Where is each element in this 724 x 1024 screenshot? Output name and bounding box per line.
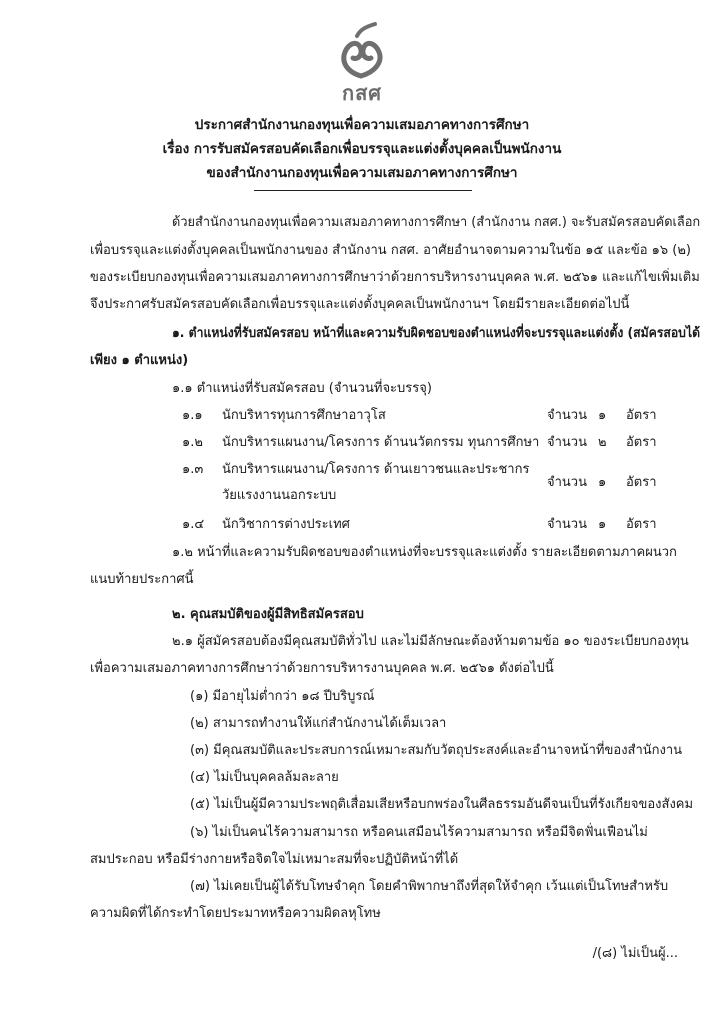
qualification-item: (๔) ไม่เป็นบุคคลล้มละลาย [190,770,339,785]
logo [331,22,393,108]
position-unit: อัตรา [626,517,657,532]
intro-line-2: เพื่อบรรจุและแต่งตั้งบุคคลเป็นพนักงานของ สำนักงาน กสศ. อาศัยอำนาจตามความในข้อ ๑๕ และข้อ ๑๖ (๒) [90,243,692,258]
position-no: ๑.๑ [182,408,203,423]
position-count: ๑ [598,475,607,490]
announcement-subject: เรื่อง การรับสมัครสอบคัดเลือกเพื่อบรรจุและแต่งตั้งบุคคลเป็นพนักงาน [162,141,562,157]
qualification-item: (๕) ไม่เป็นผู้มีความประพฤติเสื่อมเสียหรือบกพร่องในศีลธรรมอันดีจนเป็นที่รังเกียจของสังคม [190,797,694,812]
position-unit: อัตรา [626,435,657,450]
continuation-note: /(๘) ไม่เป็นผู้... [592,946,678,961]
announcement-title: ประกาศสำนักงานกองทุนเพื่อความเสมอภาคทางการศึกษา [194,117,530,133]
leaf-logo-icon [337,22,387,80]
qualification-item: (๑) มีอายุไม่ต่ำกว่า ๑๘ ปีบริบูรณ์ [190,689,375,704]
logo-text: กสศ [341,81,382,105]
position-no: ๑.๓ [182,462,204,477]
position-count-label: จำนวน [547,475,587,490]
position-title: นักบริหารแผนงาน/โครงการ ด้านนวัตกรรม ทุนการศึกษา [222,435,540,450]
position-unit: อัตรา [626,408,657,423]
section2-heading: ๒. คุณสมบัติของผู้มีสิทธิสมัครสอบ [172,607,364,622]
position-title: นักบริหารแผนงาน/โครงการ ด้านเยาวชนและประชากร [222,462,530,477]
position-title: นักบริหารทุนการศึกษาอาวุโส [222,408,386,423]
qualification-item-6: (๖) ไม่เป็นคนไร้ความสามารถ หรือคนเสมือนไร้ความสามารถ หรือมีจิตฟั่นเฟือนไม่ [190,825,648,840]
qualification-item: (๓) มีคุณสมบัติและประสบการณ์เหมาะสมกับวัตถุประสงค์และอำนาจหน้าที่ของสำนักงาน [190,743,683,758]
section1-sub2: ๑.๒ หน้าที่และความรับผิดชอบของตำแหน่งที่จะบรรจุและแต่งตั้ง รายละเอียดตามภาคผนวก [172,545,677,560]
position-unit: อัตรา [626,475,657,490]
intro-line-4: จึงประกาศรับสมัครสอบคัดเลือกเพื่อบรรจุและแต่งตั้งบุคคลเป็นพนักงานฯ โดยมีรายละเอียดต่อไปนี้ [90,297,630,312]
position-count-label: จำนวน [547,517,587,532]
position-count-label: จำนวน [547,435,587,450]
qualification-item: (๒) สามารถทำงานให้แก่สำนักงานได้เต็มเวลา [190,716,447,731]
position-title-cont: วัยแรงงานนอกระบบ [222,488,337,503]
position-count: ๑ [598,517,607,532]
title-divider [254,190,472,191]
announcement-issuer: ของสำนักงานกองทุนเพื่อความเสมอภาคทางการศึกษา [206,165,518,181]
section1-sub2-cont: แนบท้ายประกาศนี้ [90,572,194,587]
intro-line-1: ด้วยสำนักงานกองทุนเพื่อความเสมอภาคทางการศึกษา (สำนักงาน กสศ.) จะรับสมัครสอบคัดเลือก [172,215,701,230]
intro-line-3: ของระเบียบกองทุนเพื่อความเสมอภาคทางการศึกษาว่าด้วยการบริหารงานบุคคล พ.ศ. ๒๕๖๑ และแก้ไขเพิ่มเติม [90,270,700,285]
qualification-item-6-cont: สมประกอบ หรือมีร่างกายหรือจิตใจไม่เหมาะสมที่จะปฏิบัติหน้าที่ได้ [90,852,459,867]
position-title: นักวิชาการต่างประเทศ [222,517,350,532]
section1-heading: ๑. ตำแหน่งที่รับสมัครสอบ หน้าที่และความรับผิดชอบของตำแหน่งที่จะบรรจุและแต่งตั้ง (สมัครสอบได้ [172,326,701,341]
position-count-label: จำนวน [547,408,587,423]
position-count: ๑ [598,408,607,423]
position-no: ๑.๔ [182,517,205,532]
position-count: ๒ [598,435,607,450]
section1-heading-cont: เพียง ๑ ตำแหน่ง) [90,353,189,368]
section1-sub1: ๑.๑ ตำแหน่งที่รับสมัครสอบ (จำนวนที่จะบรรจุ) [172,381,432,396]
qualification-item-7: (๗) ไม่เคยเป็นผู้ได้รับโทษจำคุก โดยคำพิพากษาถึงที่สุดให้จำคุก เว้นแต่เป็นโทษสำหรับ [190,879,669,894]
section2-sub1: ๒.๑ ผู้สมัครสอบต้องมีคุณสมบัติทั่วไป และไม่มีลักษณะต้องห้ามตามข้อ ๑๐ ของระเบียบกองทุน [172,634,689,649]
qualification-item-7-cont: ความผิดที่ได้กระทำโดยประมาทหรือความผิดลหุโทษ [90,906,381,921]
position-no: ๑.๒ [182,435,203,450]
section2-sub1-cont: เพื่อความเสมอภาคทางการศึกษาว่าด้วยการบริหารงานบุคคล พ.ศ. ๒๕๖๑ ดังต่อไปนี้ [90,661,554,676]
